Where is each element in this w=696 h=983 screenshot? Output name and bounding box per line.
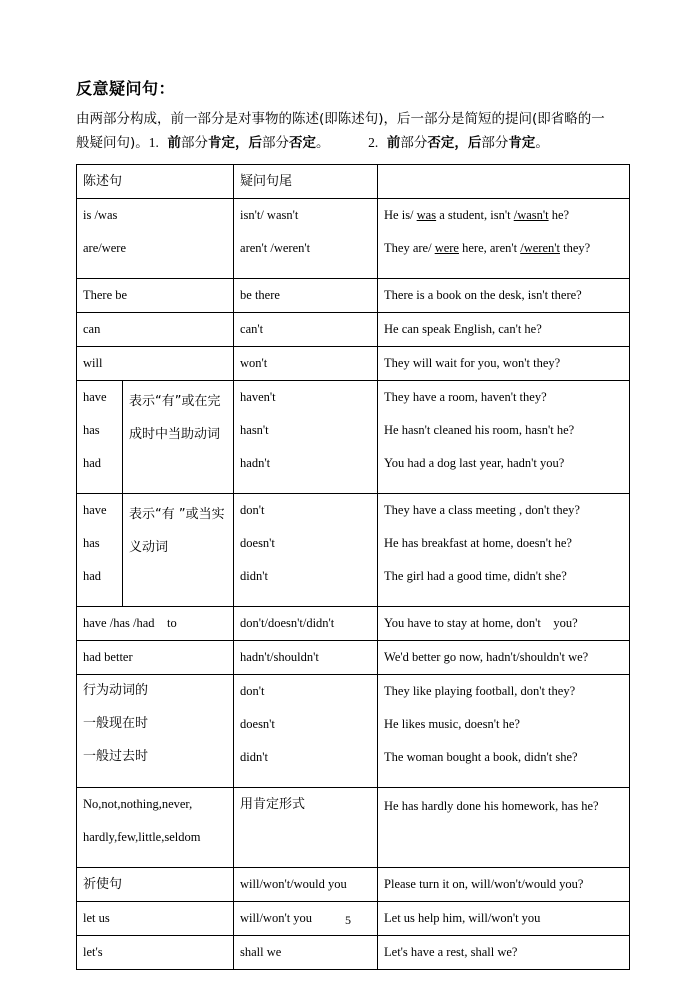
tag-cell — [234, 675, 378, 788]
verb-text: had — [83, 456, 102, 470]
intro-line-1: 由两部分构成，前一部分是对事物的陈述(即陈述句)，后一部分是简短的提问(即省略的一 — [76, 111, 605, 127]
table-row — [77, 607, 630, 641]
example-text: He has breakfast at home, doesn't he? — [384, 536, 572, 550]
rule-2-front: 前 — [386, 135, 401, 151]
example-cell: Let us help him, will/won't you — [378, 902, 630, 936]
statement-text: 一般过去时 — [83, 749, 149, 764]
verb-text: has — [83, 536, 100, 550]
statement-cell — [77, 675, 234, 788]
statement-text: 行为动词的 — [83, 683, 149, 698]
table-row — [77, 347, 630, 381]
rule-1-front: 前 — [167, 135, 181, 151]
rule-2-part2: 部分 — [481, 135, 509, 151]
example-text: He is/ was a student, isn't /wasn't he? — [384, 208, 570, 222]
tag-text: isn't/ wasn't — [240, 208, 299, 222]
intro-paragraph — [76, 108, 628, 155]
table-row — [77, 641, 630, 675]
tag-cell: don't/doesn't/didn't — [234, 607, 378, 641]
statement-cell: had better — [77, 641, 234, 675]
verb-text: have — [83, 503, 107, 517]
tag-text: hadn't — [240, 456, 271, 470]
tag-text: aren't /weren't — [240, 241, 311, 255]
statement-cell: can — [77, 313, 234, 347]
tag-text: hasn't — [240, 423, 269, 437]
statement-cell: will — [77, 347, 234, 381]
intro-text: 般疑问句)。 — [76, 135, 149, 151]
example-text: You had a dog last year, hadn't you? — [384, 456, 565, 470]
example-cell — [378, 494, 630, 607]
page-title: 反意疑问句： — [76, 79, 176, 98]
example-cell: You have to stay at home, don't you? — [378, 607, 630, 641]
rule-1-negative: 否定 — [289, 135, 316, 151]
rule-2-end: 。 — [535, 135, 549, 151]
tag-text: didn't — [240, 750, 268, 764]
example-text: They have a class meeting , don't they? — [384, 503, 580, 517]
example-cell — [378, 199, 630, 279]
rule-1-end: 。 — [316, 135, 330, 151]
tag-text: didn't — [240, 569, 268, 583]
table-row — [77, 313, 630, 347]
tag-cell: 用肯定形式 — [234, 788, 378, 868]
example-text: They are/ were here, aren't /weren't they? — [384, 241, 591, 255]
verb-cell — [77, 494, 123, 607]
tag-text: haven't — [240, 390, 276, 404]
tag-text: don't — [240, 684, 265, 698]
table-row — [77, 494, 630, 607]
example-text: They like playing football, don't they? — [384, 684, 576, 698]
verb-text: had — [83, 569, 102, 583]
table-header-row — [77, 165, 630, 199]
statement-cell: have /has /had to — [77, 607, 234, 641]
tag-cell: won't — [234, 347, 378, 381]
tag-cell: will/won't/would you — [234, 868, 378, 902]
example-cell — [378, 675, 630, 788]
statement-cell: 祈使句 — [77, 868, 234, 902]
header-statement: 陈述句 — [77, 165, 234, 199]
example-text: The woman bought a book, didn't she? — [384, 750, 578, 764]
verb-cell — [77, 381, 123, 494]
tag-cell — [234, 381, 378, 494]
verb-text: has — [83, 423, 100, 437]
statement-text: No,not,nothing,never, — [83, 797, 193, 811]
statement-text: are/were — [83, 241, 127, 255]
tag-text: doesn't — [240, 536, 275, 550]
table-row — [77, 675, 630, 788]
rule-2-part: 部分 — [400, 135, 428, 151]
statement-text: is /was — [83, 208, 118, 222]
tag-cell: will/won't you — [234, 902, 378, 936]
statement-text: 一般现在时 — [83, 716, 149, 731]
statement-cell: let's — [77, 936, 234, 970]
statement-cell: There be — [77, 279, 234, 313]
example-text: He hasn't cleaned his room, hasn't he? — [384, 423, 575, 437]
table-row — [77, 868, 630, 902]
rule-2-positive: 肯定 — [508, 135, 536, 151]
example-cell: They will wait for you, won't they? — [378, 347, 630, 381]
statement-cell — [77, 788, 234, 868]
table-row — [77, 788, 630, 868]
tag-cell: can't — [234, 313, 378, 347]
example-text: The girl had a good time, didn't she? — [384, 569, 567, 583]
table-row — [77, 279, 630, 313]
intro-line-2 — [76, 131, 628, 155]
statement-cell: let us — [77, 902, 234, 936]
tag-cell — [234, 199, 378, 279]
page-number: 5 — [345, 913, 351, 927]
tag-cell: be there — [234, 279, 378, 313]
rule-1-part: 部分 — [181, 135, 208, 151]
rule-2-negative: 否定 — [427, 135, 455, 151]
example-cell: We'd better go now, hadn't/shouldn't we? — [378, 641, 630, 675]
statement-cell — [77, 199, 234, 279]
rule-1-positive: 肯定 — [208, 135, 235, 151]
example-cell: He has hardly done his homework, has he? — [378, 788, 630, 868]
table-row — [77, 199, 630, 279]
example-cell: There is a book on the desk, isn't there? — [378, 279, 630, 313]
example-text: He likes music, doesn't he? — [384, 717, 520, 731]
rule-number-1: 1. — [148, 135, 159, 150]
table-row — [77, 936, 630, 970]
rule-1-back: ，后 — [235, 135, 262, 151]
tag-text: don't — [240, 503, 265, 517]
rule-number-2: 2. — [368, 135, 379, 150]
rule-1-part2: 部分 — [262, 135, 289, 151]
example-cell: He can speak English, can't he? — [378, 313, 630, 347]
tag-cell: shall we — [234, 936, 378, 970]
tag-cell — [234, 494, 378, 607]
tag-question-table — [76, 164, 630, 970]
header-example — [378, 165, 630, 199]
example-cell: Please turn it on, will/won't/would you? — [378, 868, 630, 902]
example-cell: Let's have a rest, shall we? — [378, 936, 630, 970]
rule-2-back: ，后 — [454, 135, 482, 151]
header-tag: 疑问句尾 — [234, 165, 378, 199]
table-row — [77, 381, 630, 494]
tag-text: doesn't — [240, 717, 275, 731]
statement-text: hardly,few,little,seldom — [83, 830, 201, 844]
tag-cell: hadn't/shouldn't — [234, 641, 378, 675]
example-cell — [378, 381, 630, 494]
example-text: They have a room, haven't they? — [384, 390, 547, 404]
usage-note: 表示“有”或在完成时中当助动词 — [123, 381, 234, 494]
usage-note: 表示“有 ”或当实义动词 — [123, 494, 234, 607]
verb-text: have — [83, 390, 107, 404]
